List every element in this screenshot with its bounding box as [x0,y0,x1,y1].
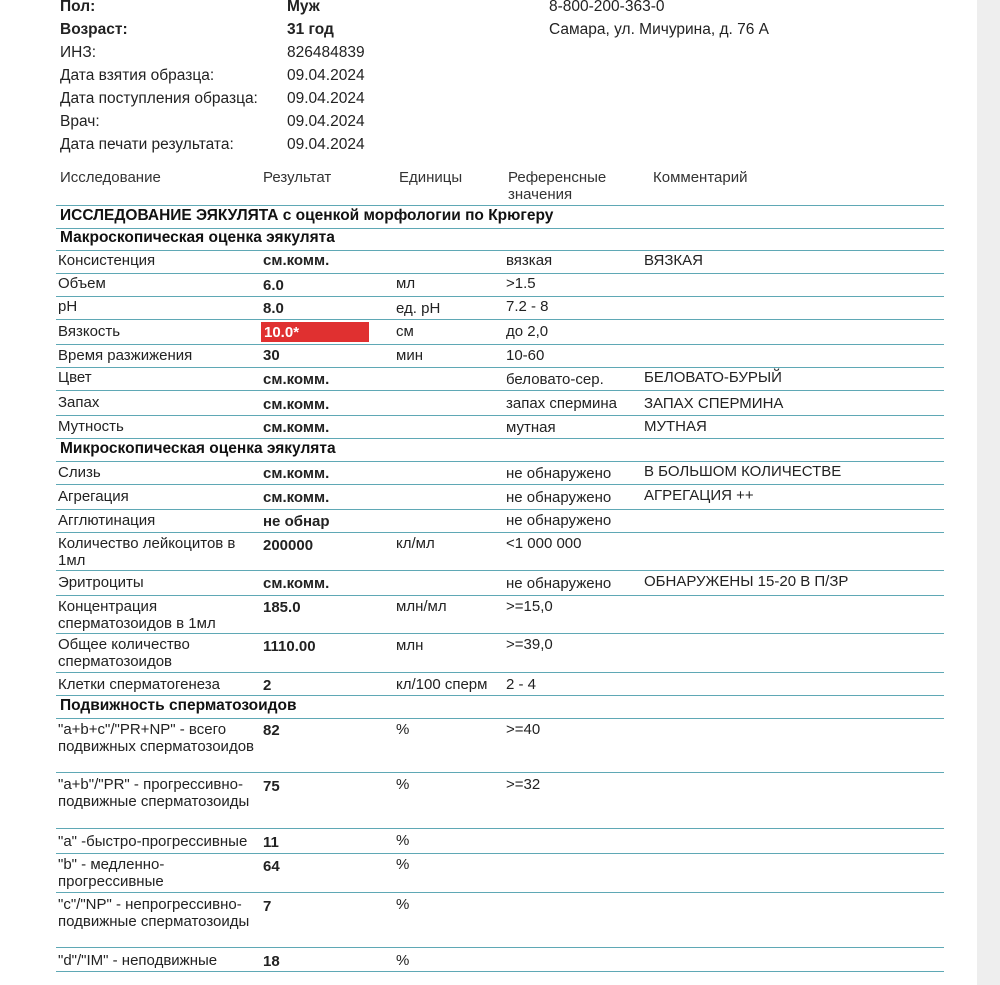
table-row: Объем 6.0 мл >1.5 [56,274,944,297]
table-row: "a+b+c"/"PR+NP" - всего подвижных сперматозоидов 82 % >=40 [56,719,944,773]
viscosity-result: 10.0* [264,324,300,341]
page-edge [977,0,1000,985]
inz-label: ИНЗ: [60,44,97,61]
print-date-label: Дата печати результата: [60,136,234,153]
table-row: Общее количество сперматозоидов 1110.00 млн >=39,0 [56,634,944,673]
age-value: 31 год [287,21,334,38]
sex-label: Пол: [60,0,96,15]
table-row: Агглютинация не обнар не обнаружено [56,510,944,533]
lab-address: Самара, ул. Мичурина, д. 76 А [549,21,770,38]
lab-phone: 8-800-200-363-0 [549,0,665,15]
table-row: Клетки сперматогенеза 2 кл/100 сперм 2 - 4 [56,673,944,696]
table-row: "a" -быстро-прогрессивные 11 % [56,829,944,854]
age-label: Возраст: [60,21,128,38]
table-row: "b" - медленно-прогрессивные 64 % [56,854,944,893]
table-row: Количество лейкоцитов в 1мл 200000 кл/мл <1 000 000 [56,533,944,571]
section-micro: Микроскопическая оценка эякулята [56,439,944,462]
table-row: Мутность см.комм. мутная МУТНАЯ [56,416,944,439]
doctor-label: Врач: [60,113,100,130]
doctor-value: 09.04.2024 [287,113,365,130]
table-row: Агрегация см.комм. не обнаружено АГРЕГАЦИЯ ++ [56,485,944,510]
study-title: ИССЛЕДОВАНИЕ ЭЯКУЛЯТА с оценкой морфологии по Крюгеру [56,205,944,229]
col-reference-line2: значения [508,186,573,203]
table-row: Концентрация сперматозоидов в 1мл 185.0 млн/мл >=15,0 [56,596,944,634]
print-date-value: 09.04.2024 [287,136,365,153]
sample-date-value: 09.04.2024 [287,67,365,84]
table-row: Вязкость см до 2,0 [56,320,944,345]
abnormal-result-flag [261,322,369,342]
receipt-date-label: Дата поступления образца: [60,90,258,107]
table-row: Время разжижения 30 мин 10-60 [56,345,944,368]
col-comment: Комментарий [653,169,748,186]
sample-date-label: Дата взятия образца: [60,67,215,84]
receipt-date-value: 09.04.2024 [287,90,365,107]
table-row: Слизь см.комм. не обнаружено В БОЛЬШОМ КОЛИЧЕСТВЕ [56,462,944,485]
section-macro: Макроскопическая оценка эякулята [56,228,944,251]
col-result: Результат [263,169,332,186]
col-units: Единицы [399,169,463,186]
table-row: Консистенция см.комм. вязкая ВЯЗКАЯ [56,251,944,274]
table-row: Запах см.комм. запах спермина ЗАПАХ СПЕРМИНА [56,391,944,416]
col-study: Исследование [60,169,161,186]
sex-value: Муж [287,0,320,15]
table-row: "a+b"/"PR" - прогрессивно-подвижные сперматозоиды 75 % >=32 [56,773,944,829]
table-row: "c"/"NP" - непрогрессивно-подвижные сперматозоиды 7 % [56,893,944,948]
col-reference-line1: Референсные [508,169,607,186]
inz-value: 826484839 [287,44,365,61]
table-row: Цвет см.комм. беловато-сер. БЕЛОВАТО-БУРЫЙ [56,368,944,391]
table-row: "d"/"IM" - неподвижные 18 % [56,948,944,972]
table-row: Эритроциты см.комм. не обнаружено ОБНАРУЖЕНЫ 15-20 В П/ЗР [56,571,944,596]
section-motility: Подвижность сперматозоидов [56,696,944,719]
table-row: pH 8.0 ед. pH 7.2 - 8 [56,297,944,320]
